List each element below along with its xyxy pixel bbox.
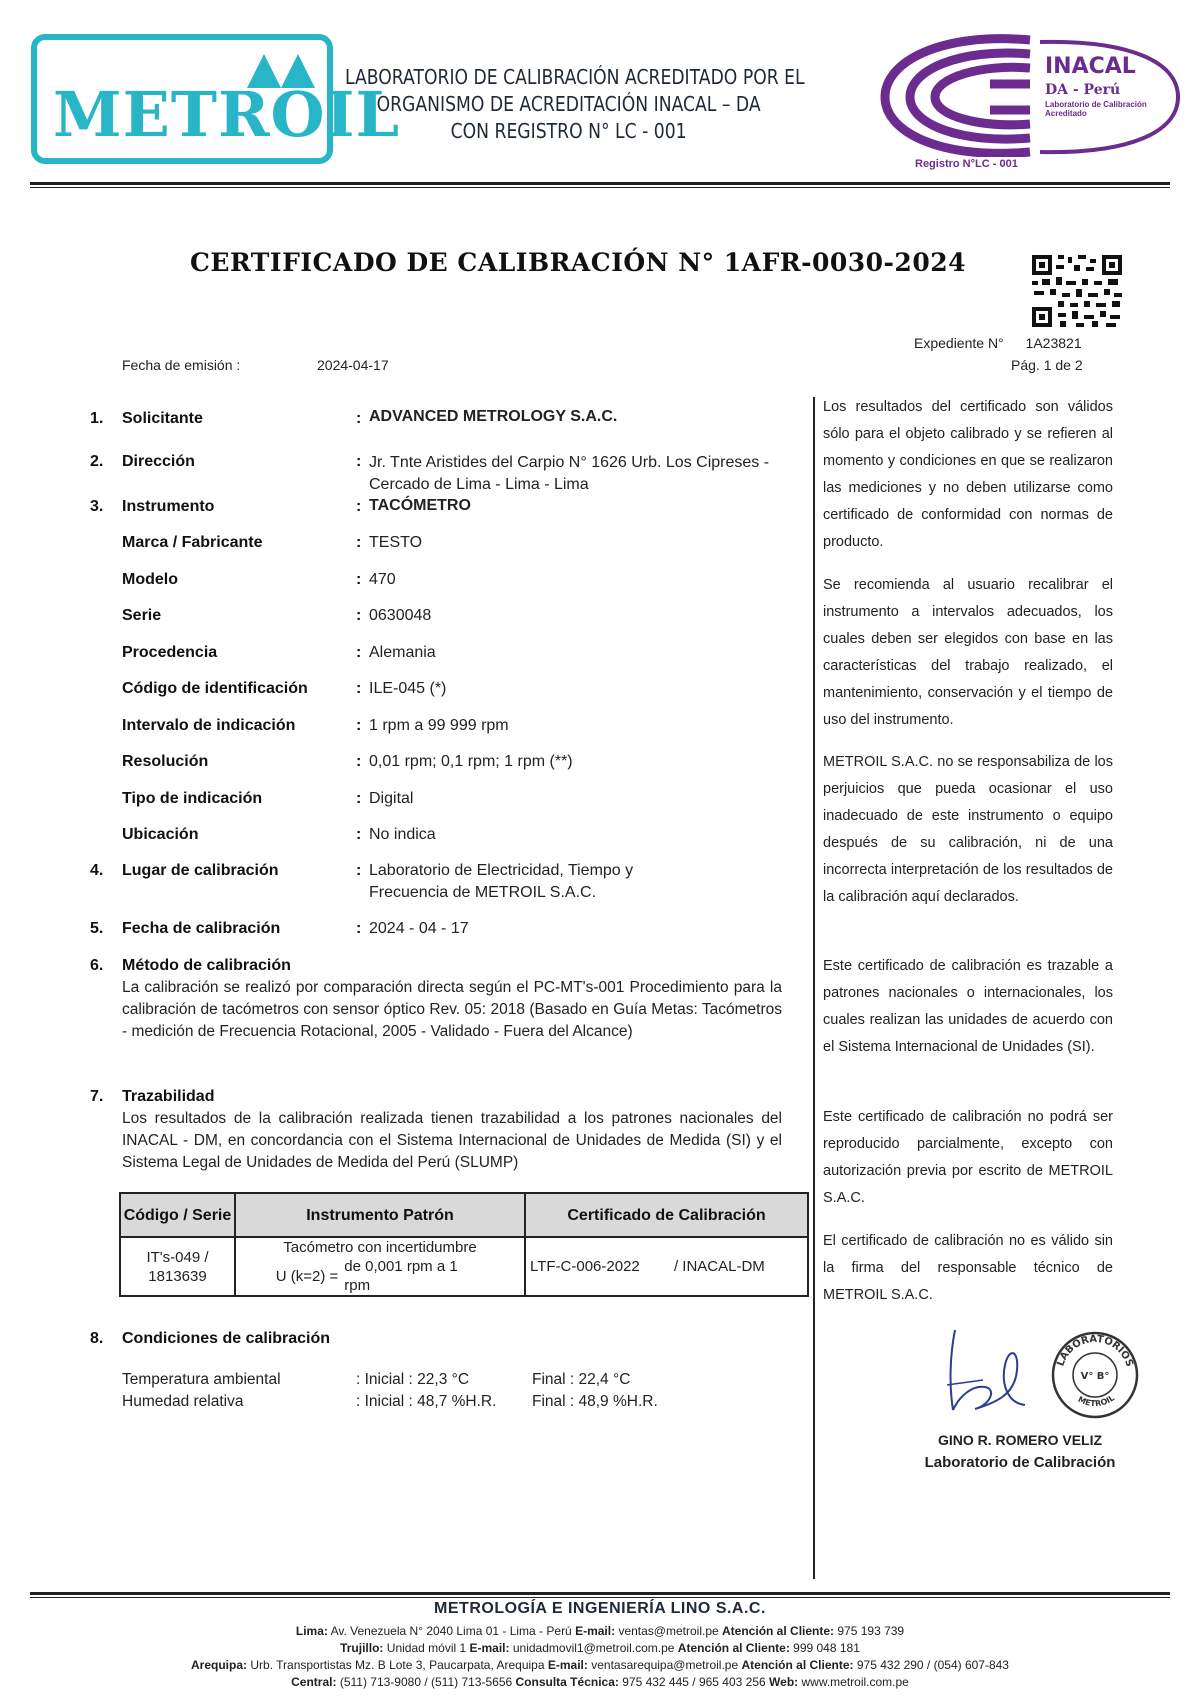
footer-phone: 975 432 445 / 965 403 256 <box>622 1675 766 1689</box>
field-label: Código de identificación <box>122 680 308 697</box>
field-label: Marca / Fabricante <box>122 534 263 551</box>
field-number: 2. <box>90 453 104 470</box>
footer-text: Av. Venezuela N° 2040 Lima 01 - Lima - Perú <box>330 1624 572 1638</box>
field-colon: : <box>356 410 362 427</box>
field-label: Intervalo de indicación <box>122 717 296 734</box>
footer-company: METROLOGÍA E INGENIERÍA LINO S.A.C. <box>434 1600 766 1617</box>
field-colon: : <box>356 498 362 515</box>
certificate-title: CERTIFICADO DE CALIBRACIÓN N° 1AFR-0030-2024 <box>190 248 967 277</box>
footer-label: Trujillo: <box>340 1641 384 1655</box>
fecha-emision <box>122 357 389 373</box>
header-divider <box>30 182 1170 188</box>
field-label: Procedencia <box>122 644 218 661</box>
field-colon: : <box>356 920 362 937</box>
inacal-seal <box>880 32 1180 172</box>
laboratory-stamp-icon <box>1050 1330 1140 1420</box>
footer-phone: 999 048 181 <box>793 1641 860 1655</box>
field-number: 3. <box>90 498 104 515</box>
table-header-row <box>120 1193 808 1237</box>
field-value: ILE-045 (*) <box>369 680 447 697</box>
table-cell-codigo: IT's-049 / 1813639 <box>120 1237 235 1296</box>
field-colon: : <box>356 534 362 551</box>
field-label: Tipo de indicación <box>122 790 263 807</box>
svg-text:METROIL <box>1076 1393 1116 1408</box>
footer-email: unidadmovil1@metroil.com.pe <box>512 1641 675 1655</box>
note-responsibility: METROIL S.A.C. no se responsabiliza de los perjuicios que pueda ocasionar el uso inadecuado de este instrumento o equipo después de su calibración, ni de una incorrecta interpretación de los resultados de la calibración aquí declarados. <box>823 754 1113 905</box>
footer-label: Lima: <box>295 1624 328 1638</box>
field-colon: : <box>356 790 362 807</box>
footer-text: Unidad móvil 1 <box>386 1641 467 1655</box>
footer-divider <box>30 1592 1170 1598</box>
footer-label: Atención al Cliente: <box>677 1641 790 1655</box>
section-number: 8. <box>90 1330 104 1347</box>
field-value: TESTO <box>369 534 423 551</box>
footer-label: Web: <box>769 1675 799 1689</box>
certificado-org: / INACAL-DM <box>673 1258 765 1275</box>
field-value: TACÓMETRO <box>369 497 471 514</box>
temp-final: Final : 22,4 °C <box>532 1371 631 1388</box>
metroil-logo <box>31 34 401 164</box>
footer-line-lima <box>0 1624 1200 1638</box>
field-label: Instrumento <box>122 498 215 515</box>
footer-line-central <box>0 1675 1200 1689</box>
field-value: Alemania <box>369 644 436 661</box>
footer-label: Arequipa: <box>191 1658 248 1672</box>
expediente-value: 1A23821 <box>1025 335 1082 351</box>
section-text: Los resultados de la calibración realizada tienen trazabilidad a los patrones nacionales del INACAL - DM, en concordancia con el Sistema Internacional de Unidades de Medida (SI) y el Sistema Legal de Unidades de Medida del Perú (SLUMP) <box>122 1110 782 1171</box>
lab-accreditation-heading <box>345 64 805 145</box>
inacal-title: INACAL <box>1045 54 1136 79</box>
logo-text: METROIL <box>53 78 401 151</box>
field-colon: : <box>356 571 362 588</box>
fecha-emision-value: 2024-04-17 <box>317 357 389 373</box>
fecha-emision-label: Fecha de emisión : <box>122 357 241 373</box>
signer-role: Laboratorio de Calibración <box>924 1454 1116 1471</box>
field-value: No indica <box>369 826 436 843</box>
table-cell-instrumento <box>235 1237 525 1296</box>
field-colon: : <box>356 644 362 661</box>
note-recalibration: Se recomienda al usuario recalibrar el instrumento a intervalos adecuados, los cuales deben ser elegidos con base en las características del trabajo realizado, el mantenimiento, conservación y el tiempo de uso del instrumento. <box>823 577 1113 728</box>
field-value: 0,01 rpm; 0,1 rpm; 1 rpm (**) <box>369 753 573 770</box>
instrumento-uk: U (k=2) = <box>275 1267 339 1285</box>
section-label: Método de calibración <box>122 957 291 974</box>
expediente <box>914 335 1082 351</box>
field-label: Fecha de calibración <box>122 920 281 937</box>
column-divider <box>813 397 815 1579</box>
inacal-small-text: Laboratorio de Calibración Acreditado <box>1045 100 1147 118</box>
field-value: 0630048 <box>369 607 432 624</box>
footer-label: E-mail: <box>575 1624 616 1638</box>
signer-name: GINO R. ROMERO VELIZ <box>937 1432 1103 1448</box>
section-number: 6. <box>90 957 104 974</box>
inacal-logo-icon <box>880 32 1180 157</box>
field-value: 1 rpm a 99 999 rpm <box>369 717 509 734</box>
field-colon: : <box>356 862 362 879</box>
footer-label: Central: <box>291 1675 337 1689</box>
field-value: ADVANCED METROLOGY S.A.C. <box>369 408 618 425</box>
inacal-subtitle: DA - Perú <box>1045 82 1121 98</box>
note-signature-validity: El certificado de calibración no es válido sin la firma del responsable técnico de METROIL S.A.C. <box>823 1233 1113 1303</box>
field-number: 1. <box>90 410 104 427</box>
section-label: Condiciones de calibración <box>122 1330 331 1347</box>
handwritten-signature-icon <box>935 1325 1035 1420</box>
field-label: Ubicación <box>122 826 199 843</box>
instrumento-line-1: Tacómetro con incertidumbre <box>283 1239 477 1256</box>
page-number: Pág. 1 de 2 <box>1011 357 1083 373</box>
field-label: Dirección <box>122 453 195 470</box>
footer-label: E-mail: <box>547 1658 588 1672</box>
section-label: Trazabilidad <box>122 1088 215 1105</box>
stamp-center-text: V° B° <box>1080 1371 1110 1382</box>
field-label: Modelo <box>122 571 178 588</box>
instrumento-range: de 0,001 rpm a 1 rpm <box>344 1258 458 1294</box>
table-header-instrumento: Instrumento Patrón <box>235 1193 525 1237</box>
lab-line-2: ORGANISMO DE ACREDITACIÓN INACAL – DA <box>376 92 761 116</box>
section-number: 7. <box>90 1088 104 1105</box>
field-colon: : <box>356 826 362 843</box>
lab-line-3: CON REGISTRO N° LC - 001 <box>450 119 687 143</box>
table-header-certificado: Certificado de Calibración <box>525 1193 808 1237</box>
field-value: Jr. Tnte Aristides del Carpio N° 1626 Urb. Los Cipreses - Cercado de Lima - Lima - Lima <box>369 454 770 493</box>
note-validity: Los resultados del certificado son válidos sólo para el objeto calibrado y se refieren al momento y condiciones en que se realizaron las mediciones y no deben utilizarse como certificado de conformidad con normas de producto. <box>823 399 1113 550</box>
qr-code-icon <box>1030 253 1124 329</box>
inacal-registro: Registro N°LC - 001 <box>915 158 1018 170</box>
field-value-line-1: Laboratorio de Electricidad, Tiempo y <box>369 862 634 879</box>
traceability-table <box>119 1192 809 1297</box>
note-reproduction: Este certificado de calibración no podrá ser reproducido parcialmente, excepto con autorización previa por escrito de METROIL S.A.C. <box>823 1109 1113 1206</box>
expediente-label: Expediente N° <box>914 335 1004 351</box>
field-value: 2024 - 04 - 17 <box>369 920 469 937</box>
field-colon: : <box>356 753 362 770</box>
hum-final: Final : 48,9 %H.R. <box>532 1393 658 1410</box>
footer-line-trujillo <box>0 1641 1200 1655</box>
field-value: Digital <box>369 790 414 807</box>
footer-label: E-mail: <box>469 1641 510 1655</box>
lab-line-1: LABORATORIO DE CALIBRACIÓN ACREDITADO POR EL <box>345 65 805 89</box>
section-text: La calibración se realizó por comparación directa según el PC-MT's-001 Procedimiento para la calibración de tacómetros con sensor óptico Rev. 05: 2018 (Basado en Guía Metas: Tacómetros - medición de Frecuencia Rotacional, 2005 - Validado - Fuera del Alcance) <box>122 979 782 1040</box>
table-header-codigo: Código / Serie <box>120 1193 235 1237</box>
field-label: Resolución <box>122 753 209 770</box>
table-cell-certificado <box>525 1237 808 1296</box>
footer-label: Atención al Cliente: <box>741 1658 854 1672</box>
certificado-code: LTF-C-006-2022 <box>530 1258 640 1275</box>
footer-line-arequipa <box>0 1658 1200 1672</box>
hum-initial: : Inicial : 48,7 %H.R. <box>356 1393 497 1410</box>
footer-text: Urb. Transportistas Mz. B Lote 3, Paucarpata, Arequipa <box>250 1658 545 1672</box>
field-colon: : <box>356 717 362 734</box>
footer-label: Atención al Cliente: <box>722 1624 835 1638</box>
footer-phone: (511) 713-9080 / (511) 713-5656 <box>339 1675 513 1689</box>
footer-phone: 975 432 290 / (054) 607-843 <box>856 1658 1009 1672</box>
field-label: Lugar de calibración <box>122 862 279 879</box>
hum-label: Humedad relativa <box>122 1393 244 1410</box>
temp-label: Temperatura ambiental <box>122 1371 281 1388</box>
footer-label: Consulta Técnica: <box>515 1675 619 1689</box>
footer-web-link[interactable]: www.metroil.com.pe <box>801 1675 909 1689</box>
field-colon: : <box>356 453 362 470</box>
field-label: Serie <box>122 607 162 624</box>
note-traceability: Este certificado de calibración es trazable a patrones nacionales o internacionales, los cuales realizan las unidades de acuerdo con el Sistema Internacional de Unidades (SI). <box>823 958 1113 1055</box>
stamp-top-text: LABORATORIOS <box>1055 1333 1135 1369</box>
field-value-line-2: Frecuencia de METROIL S.A.C. <box>369 884 597 901</box>
field-label: Solicitante <box>122 410 203 427</box>
field-colon: : <box>356 680 362 697</box>
footer-email: ventas@metroil.pe <box>618 1624 719 1638</box>
footer-phone: 975 193 739 <box>837 1624 905 1638</box>
footer-email: ventasarequipa@metroil.pe <box>591 1658 739 1672</box>
temp-initial: : Inicial : 22,3 °C <box>356 1371 470 1388</box>
svg-text:LABORATORIOS <box>1055 1334 1134 1368</box>
field-number: 4. <box>90 862 104 879</box>
field-value: 470 <box>369 571 396 588</box>
table-row <box>120 1237 808 1296</box>
stamp-bottom-text: METROIL <box>1076 1393 1117 1409</box>
field-number: 5. <box>90 920 104 937</box>
field-colon: : <box>356 607 362 624</box>
